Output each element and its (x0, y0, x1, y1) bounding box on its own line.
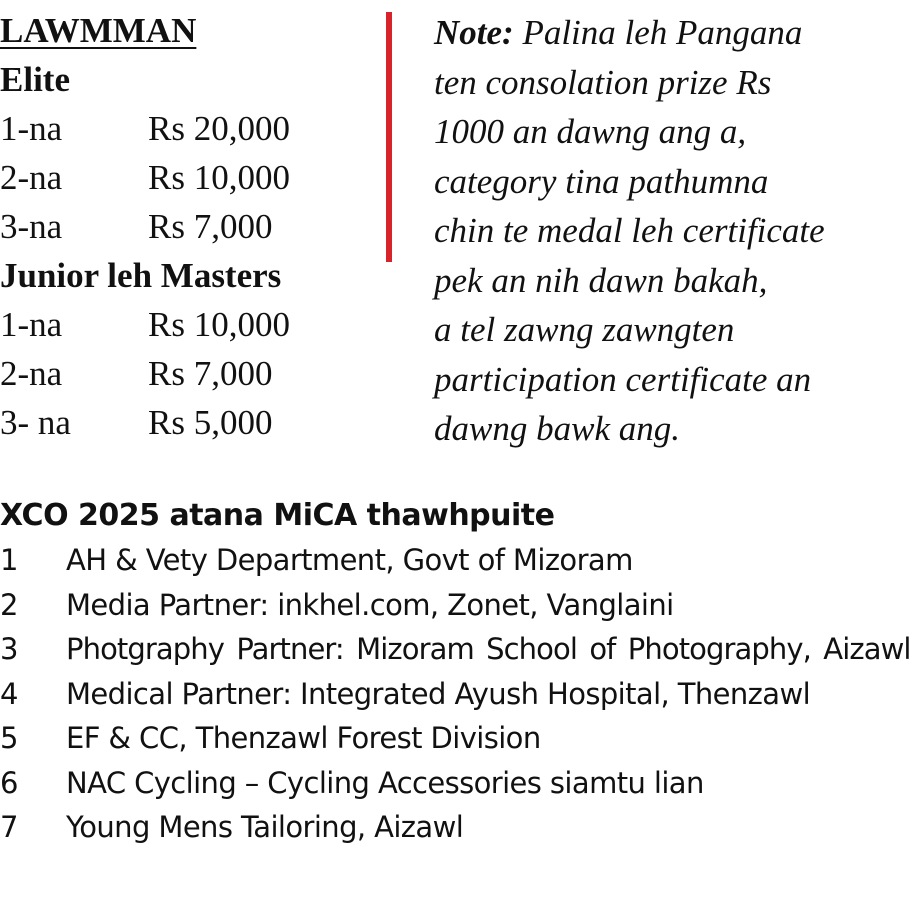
list-item-text: Photgraphy Partner: Mizoram School of Photography, Aizawl (66, 632, 911, 666)
note-label: Note: (434, 13, 514, 52)
prize-row (0, 398, 380, 447)
note-line: a tel zawng zawngten (434, 310, 735, 349)
list-item-text: Medical Partner: Integrated Ayush Hospital, Thenzawl (66, 676, 811, 711)
list-item-number: 3 (0, 632, 18, 666)
category-elite: Elite (0, 60, 70, 99)
partners-heading: XCO 2025 atana MiCA thawhpuite (0, 498, 555, 533)
list-item-text: Young Mens Tailoring, Aizawl (66, 810, 464, 844)
prize-amount: Rs 7,000 (148, 354, 273, 393)
prize-amount: Rs 7,000 (148, 207, 273, 246)
red-divider (386, 12, 392, 262)
list-item-number: 6 (0, 765, 18, 800)
prize-position: 3- na (0, 403, 71, 442)
prize-row (0, 349, 380, 398)
note-line: dawng bawk ang. (434, 409, 680, 448)
list-item-text: Media Partner: inkhel.com, Zonet, Vanglaini (66, 587, 674, 622)
note-line: pek an nih dawn bakah, (434, 260, 768, 300)
partners-list (0, 538, 916, 850)
category-junior-masters: Junior leh Masters (0, 256, 282, 295)
prize-amount: Rs 5,000 (148, 403, 273, 442)
prize-position: 2-na (0, 354, 63, 393)
prize-amount: Rs 20,000 (148, 109, 290, 148)
list-item (0, 627, 916, 672)
note-line: participation certificate an (434, 359, 812, 399)
note-line: 1000 an dawng ang a, (434, 112, 747, 151)
prize-heading-text: LAWMMAN (0, 11, 197, 50)
note-line: chin te medal leh certificate (434, 211, 825, 250)
prize-position: 1-na (0, 305, 63, 344)
prize-table (0, 6, 380, 447)
prize-row (0, 300, 380, 349)
list-item (0, 805, 916, 850)
list-item (0, 672, 916, 717)
list-item-number: 4 (0, 676, 18, 711)
note-line-text: Palina leh Pangana (522, 13, 803, 52)
prize-row (0, 153, 380, 202)
list-item-number: 1 (0, 543, 18, 577)
list-item-number: 7 (0, 810, 18, 844)
prize-amount: Rs 10,000 (148, 305, 290, 344)
list-item-text: NAC Cycling – Cycling Accessories siamtu lian (66, 765, 704, 800)
list-item (0, 538, 916, 583)
list-item (0, 583, 916, 628)
list-item-text: AH & Vety Department, Govt of Mizoram (66, 543, 633, 577)
partners-section (0, 494, 916, 850)
prize-row (0, 202, 380, 251)
note-block (434, 8, 916, 454)
note-line (434, 8, 916, 58)
prize-row (0, 104, 380, 153)
list-item-number: 2 (0, 587, 18, 622)
note-line: ten consolation prize Rs (434, 62, 772, 102)
list-item (0, 761, 916, 806)
list-item-text: EF & CC, Thenzawl Forest Division (66, 721, 541, 755)
list-item (0, 716, 916, 761)
prize-position: 2-na (0, 158, 63, 197)
prize-amount: Rs 10,000 (148, 158, 290, 197)
prize-heading (0, 6, 380, 55)
prize-position: 3-na (0, 207, 63, 246)
prize-position: 1-na (0, 109, 63, 148)
list-item-number: 5 (0, 721, 18, 755)
note-line: category tina pathumna (434, 161, 769, 201)
